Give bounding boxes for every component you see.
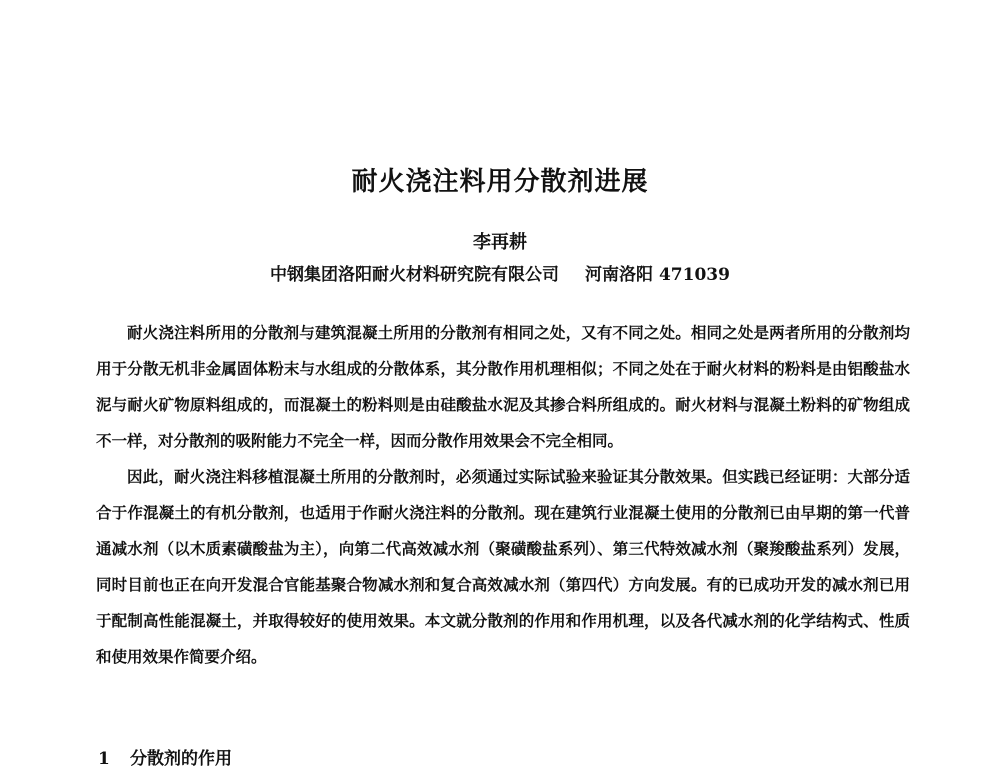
affiliation-line — [0, 262, 1000, 288]
body-text — [96, 315, 910, 675]
paragraph-1: 耐火浇注料所用的分散剂与建筑混凝土所用的分散剂有相同之处，又有不同之处。相同之处是两者所用的分散剂均用于分散无机非金属固体粉末与水组成的分散体系，其分散作用机理相似；不同之处在于耐火材料的粉料是由铝酸盐水泥与耐火矿物原料组成的，而混凝土的粉料则是由硅酸盐水泥及其掺合料所组成的。耐火材料与混凝土粉料的矿物组成不一样，对分散剂的吸附能力不完全一样，因而分散作用效果会不完全相同。 — [96, 323, 910, 450]
section-number: 1 — [98, 749, 110, 769]
author-name: 李再耕 — [473, 232, 527, 253]
affiliation-institution: 中钢集团洛阳耐火材料研究院有限公司 — [270, 265, 560, 285]
section-heading — [98, 746, 232, 772]
affiliation-location: 河南洛阳 471039 — [585, 265, 730, 285]
paragraph-2: 因此，耐火浇注料移植混凝土所用的分散剂时，必须通过实际试验来验证其分散效果。但实践已经证明：大部分适合于作混凝土的有机分散剂，也适用于作耐火浇注料的分散剂。现在建筑行业混凝土使用的分散剂已由早期的第一代普通减水剂（以木质素磺酸盐为主），向第二代高效减水剂（聚磺酸盐系列）、第三代特效减水剂（聚羧酸盐系列）发展，同时目前也正在向开发混合官能基聚合物减水剂和复合高效减水剂（第四代）方向发展。有的已成功开发的减水剂已用于配制高性能混凝土，并取得较好的使用效果。本文就分散剂的作用和作用机理，以及各代减水剂的化学结构式、性质和使用效果作简要介绍。 — [96, 467, 910, 666]
section-title: 分散剂的作用 — [130, 749, 232, 769]
paper-title: 耐火浇注料用分散剂进展 — [351, 167, 649, 197]
